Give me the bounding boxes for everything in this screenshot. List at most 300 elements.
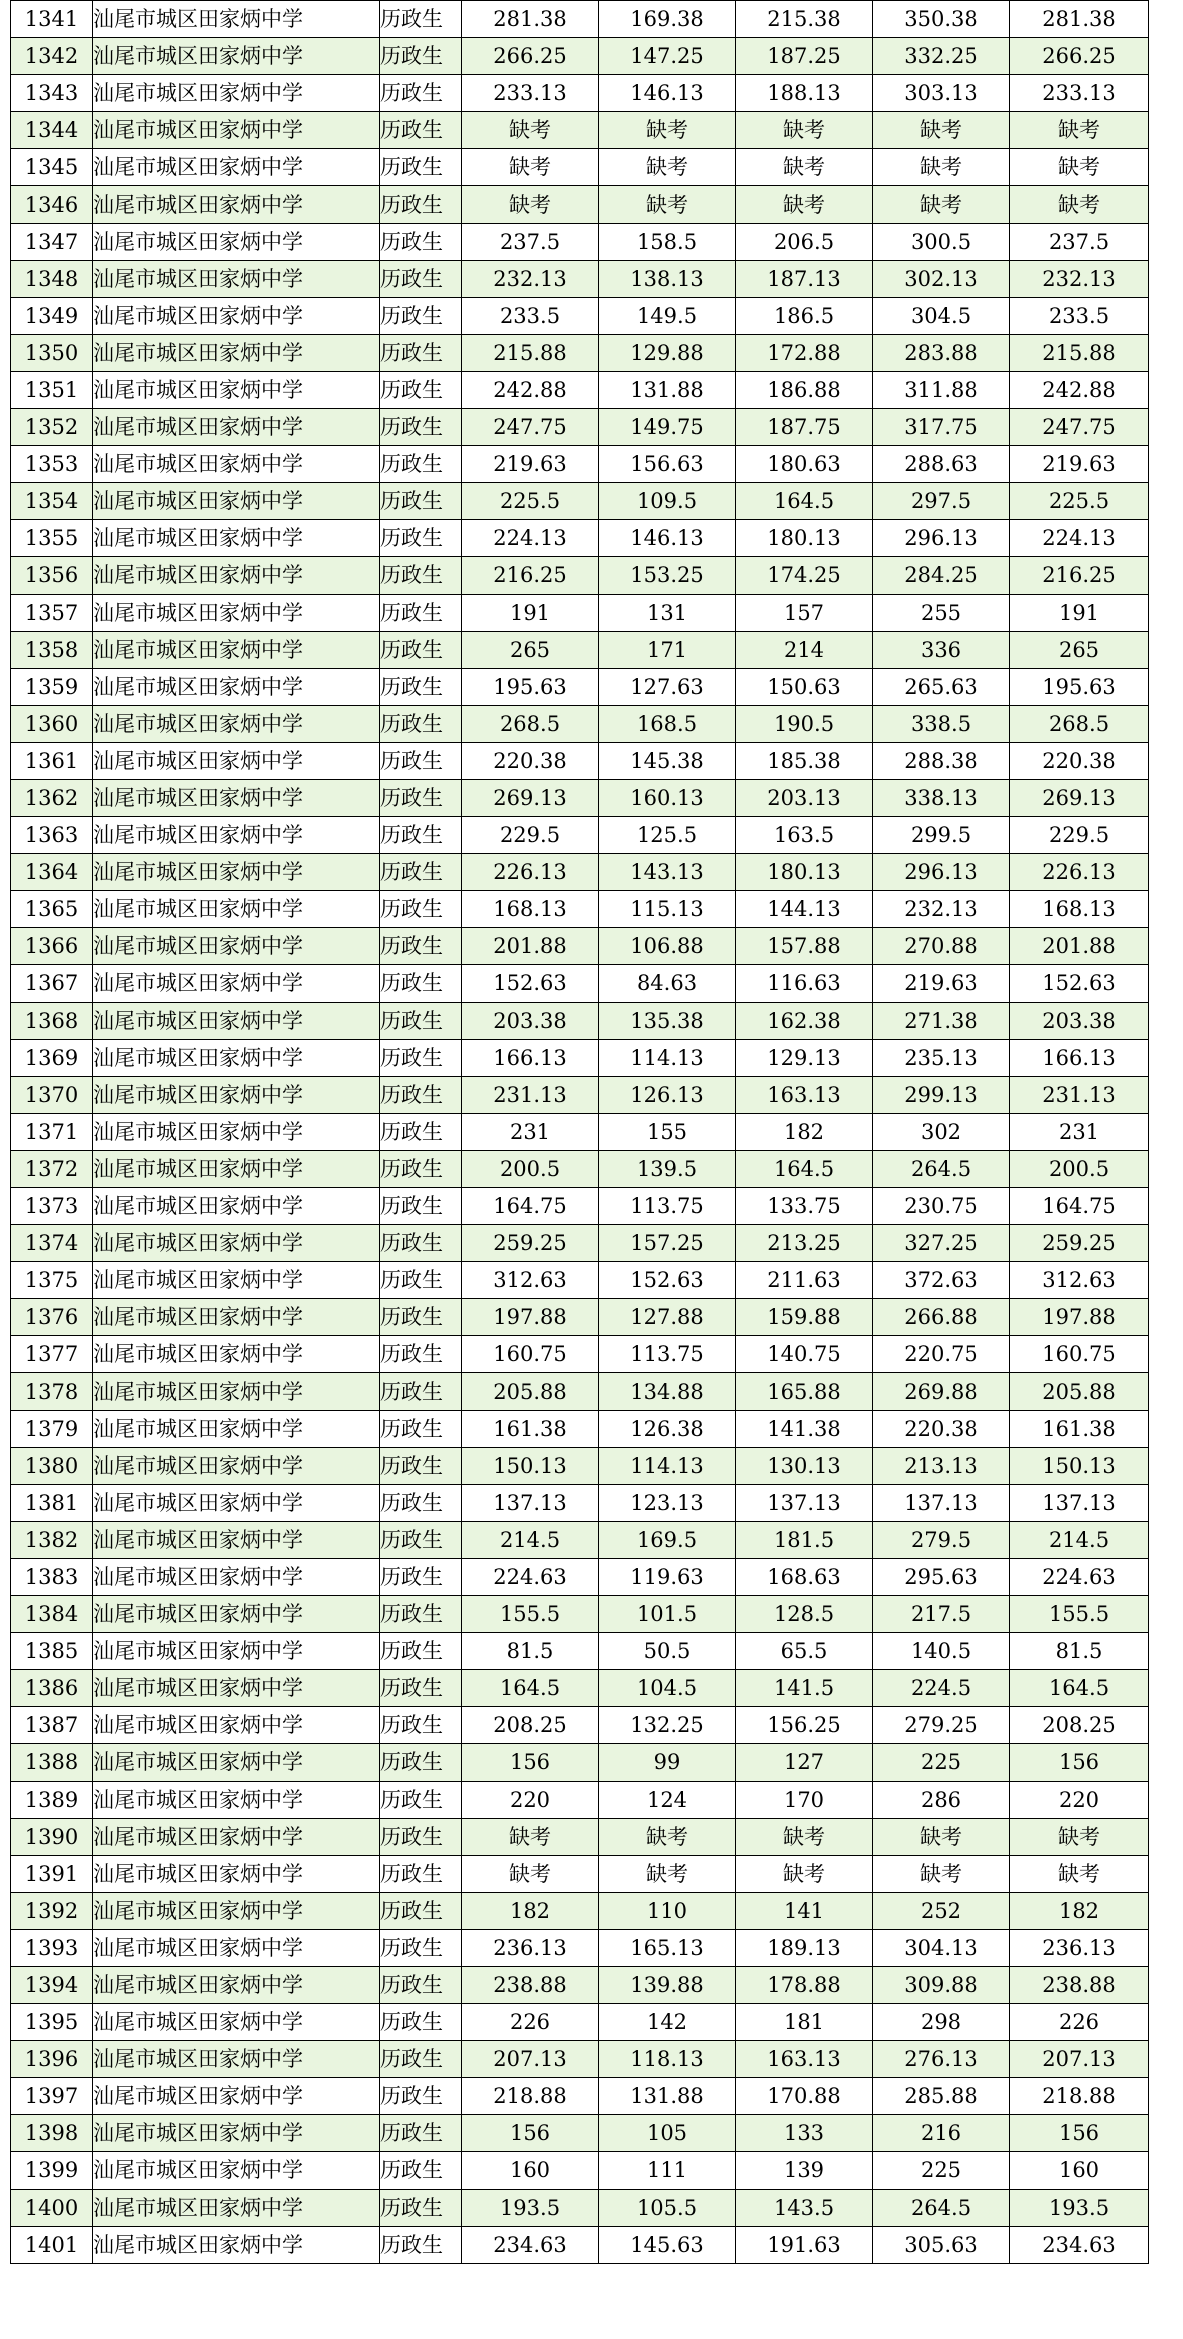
score-cell-2: 138.13 <box>599 260 736 297</box>
school-name-cell: 汕尾市城区田家炳中学 <box>93 149 380 186</box>
score-cell-2: 145.38 <box>599 742 736 779</box>
table-row <box>11 1744 1149 1781</box>
school-name-cell: 汕尾市城区田家炳中学 <box>93 38 380 75</box>
score-cell-2: 171 <box>599 631 736 668</box>
school-name-cell: 汕尾市城区田家炳中学 <box>93 1150 380 1187</box>
score-cell-2: 105 <box>599 2115 736 2152</box>
table-row <box>11 2152 1149 2189</box>
subject-group-cell: 历政生 <box>380 409 462 446</box>
student-id-cell: 1398 <box>11 2115 93 2152</box>
school-name-cell: 汕尾市城区田家炳中学 <box>93 409 380 446</box>
score-cell-1: 156 <box>462 1744 599 1781</box>
score-cell-4: 332.25 <box>873 38 1010 75</box>
school-name-cell: 汕尾市城区田家炳中学 <box>93 2152 380 2189</box>
subject-group-cell: 历政生 <box>380 742 462 779</box>
student-id-cell: 1363 <box>11 817 93 854</box>
student-id-cell: 1399 <box>11 2152 93 2189</box>
score-cell-1: 242.88 <box>462 371 599 408</box>
score-cell-1: 224.13 <box>462 520 599 557</box>
score-cell-5: 269.13 <box>1010 779 1149 816</box>
subject-group-cell: 历政生 <box>380 75 462 112</box>
score-cell-1: 152.63 <box>462 965 599 1002</box>
score-cell-4: 220.75 <box>873 1336 1010 1373</box>
score-cell-5: 156 <box>1010 2115 1149 2152</box>
score-cell-1: 160 <box>462 2152 599 2189</box>
score-cell-3: 187.25 <box>736 38 873 75</box>
score-cell-5: 201.88 <box>1010 928 1149 965</box>
score-cell-5: 81.5 <box>1010 1633 1149 1670</box>
table-row <box>11 149 1149 186</box>
score-cell-1: 197.88 <box>462 1299 599 1336</box>
score-cell-5: 166.13 <box>1010 1039 1149 1076</box>
score-cell-2: 123.13 <box>599 1484 736 1521</box>
score-cell-4: 288.63 <box>873 446 1010 483</box>
score-cell-3: 186.5 <box>736 297 873 334</box>
score-cell-3: 缺考 <box>736 112 873 149</box>
subject-group-cell: 历政生 <box>380 1707 462 1744</box>
score-cell-4: 299.13 <box>873 1076 1010 1113</box>
subject-group-cell: 历政生 <box>380 1929 462 1966</box>
score-cell-5: 220.38 <box>1010 742 1149 779</box>
school-name-cell: 汕尾市城区田家炳中学 <box>93 334 380 371</box>
score-cell-3: 缺考 <box>736 186 873 223</box>
score-cell-1: 236.13 <box>462 1929 599 1966</box>
score-cell-4: 276.13 <box>873 2041 1010 2078</box>
score-cell-1: 231 <box>462 1113 599 1150</box>
score-cell-5: 229.5 <box>1010 817 1149 854</box>
score-cell-2: 126.38 <box>599 1410 736 1447</box>
score-cell-4: 295.63 <box>873 1558 1010 1595</box>
school-name-cell: 汕尾市城区田家炳中学 <box>93 668 380 705</box>
score-cell-4: 271.38 <box>873 1002 1010 1039</box>
score-cell-2: 146.13 <box>599 520 736 557</box>
table-row <box>11 1336 1149 1373</box>
subject-group-cell: 历政生 <box>380 1447 462 1484</box>
score-cell-1: 缺考 <box>462 112 599 149</box>
score-cell-2: 109.5 <box>599 483 736 520</box>
school-name-cell: 汕尾市城区田家炳中学 <box>93 1299 380 1336</box>
score-cell-1: 缺考 <box>462 1855 599 1892</box>
score-cell-3: 163.13 <box>736 1076 873 1113</box>
score-cell-4: 311.88 <box>873 371 1010 408</box>
score-cell-2: 129.88 <box>599 334 736 371</box>
score-cell-2: 142 <box>599 2004 736 2041</box>
score-cell-1: 156 <box>462 2115 599 2152</box>
score-cell-2: 缺考 <box>599 149 736 186</box>
score-cell-3: 139 <box>736 2152 873 2189</box>
subject-group-cell: 历政生 <box>380 1966 462 2003</box>
score-cell-2: 153.25 <box>599 557 736 594</box>
student-id-cell: 1397 <box>11 2078 93 2115</box>
table-row <box>11 1150 1149 1187</box>
score-cell-4: 缺考 <box>873 1855 1010 1892</box>
score-cell-3: 180.13 <box>736 854 873 891</box>
table-row <box>11 2189 1149 2226</box>
table-row <box>11 2115 1149 2152</box>
table-row <box>11 1002 1149 1039</box>
score-cell-2: 145.63 <box>599 2226 736 2263</box>
score-cell-1: 281.38 <box>462 1 599 38</box>
student-id-cell: 1373 <box>11 1188 93 1225</box>
subject-group-cell: 历政生 <box>380 38 462 75</box>
table-row <box>11 817 1149 854</box>
school-name-cell: 汕尾市城区田家炳中学 <box>93 1113 380 1150</box>
score-cell-5: 237.5 <box>1010 223 1149 260</box>
subject-group-cell: 历政生 <box>380 1484 462 1521</box>
score-cell-2: 168.5 <box>599 705 736 742</box>
table-row <box>11 1855 1149 1892</box>
table-row <box>11 112 1149 149</box>
score-cell-1: 226 <box>462 2004 599 2041</box>
score-cell-3: 168.63 <box>736 1558 873 1595</box>
score-cell-4: 265.63 <box>873 668 1010 705</box>
score-cell-5: 182 <box>1010 1892 1149 1929</box>
score-cell-5: 259.25 <box>1010 1225 1149 1262</box>
score-cell-5: 281.38 <box>1010 1 1149 38</box>
score-cell-1: 265 <box>462 631 599 668</box>
score-cell-1: 150.13 <box>462 1447 599 1484</box>
student-id-cell: 1396 <box>11 2041 93 2078</box>
school-name-cell: 汕尾市城区田家炳中学 <box>93 1929 380 1966</box>
subject-group-cell: 历政生 <box>380 1633 462 1670</box>
score-cell-3: 141.38 <box>736 1410 873 1447</box>
score-cell-5: 200.5 <box>1010 1150 1149 1187</box>
score-cell-2: 135.38 <box>599 1002 736 1039</box>
score-cell-3: 157.88 <box>736 928 873 965</box>
score-cell-5: 207.13 <box>1010 2041 1149 2078</box>
student-id-cell: 1342 <box>11 38 93 75</box>
score-cell-5: 191 <box>1010 594 1149 631</box>
student-id-cell: 1359 <box>11 668 93 705</box>
score-cell-3: 116.63 <box>736 965 873 1002</box>
student-id-cell: 1385 <box>11 1633 93 1670</box>
score-cell-5: 312.63 <box>1010 1262 1149 1299</box>
subject-group-cell: 历政生 <box>380 334 462 371</box>
subject-group-cell: 历政生 <box>380 1521 462 1558</box>
score-cell-3: 157 <box>736 594 873 631</box>
table-row <box>11 1076 1149 1113</box>
score-cell-1: 215.88 <box>462 334 599 371</box>
subject-group-cell: 历政生 <box>380 1596 462 1633</box>
score-cell-2: 114.13 <box>599 1039 736 1076</box>
score-cell-5: 155.5 <box>1010 1596 1149 1633</box>
score-cell-5: 缺考 <box>1010 186 1149 223</box>
school-name-cell: 汕尾市城区田家炳中学 <box>93 1484 380 1521</box>
score-cell-2: 146.13 <box>599 75 736 112</box>
subject-group-cell: 历政生 <box>380 2152 462 2189</box>
score-cell-1: 193.5 <box>462 2189 599 2226</box>
student-id-cell: 1388 <box>11 1744 93 1781</box>
score-cell-2: 158.5 <box>599 223 736 260</box>
school-name-cell: 汕尾市城区田家炳中学 <box>93 1225 380 1262</box>
school-name-cell: 汕尾市城区田家炳中学 <box>93 1633 380 1670</box>
student-id-cell: 1345 <box>11 149 93 186</box>
table-row <box>11 1373 1149 1410</box>
score-cell-4: 283.88 <box>873 334 1010 371</box>
score-cell-2: 50.5 <box>599 1633 736 1670</box>
student-id-cell: 1349 <box>11 297 93 334</box>
subject-group-cell: 历政生 <box>380 1373 462 1410</box>
score-cell-3: 129.13 <box>736 1039 873 1076</box>
subject-group-cell: 历政生 <box>380 2004 462 2041</box>
score-cell-1: 312.63 <box>462 1262 599 1299</box>
score-cell-3: 203.13 <box>736 779 873 816</box>
school-name-cell: 汕尾市城区田家炳中学 <box>93 1521 380 1558</box>
table-row <box>11 1633 1149 1670</box>
student-id-cell: 1341 <box>11 1 93 38</box>
student-id-cell: 1367 <box>11 965 93 1002</box>
score-cell-1: 226.13 <box>462 854 599 891</box>
subject-group-cell: 历政生 <box>380 2078 462 2115</box>
subject-group-cell: 历政生 <box>380 1 462 38</box>
score-cell-3: 172.88 <box>736 334 873 371</box>
school-name-cell: 汕尾市城区田家炳中学 <box>93 705 380 742</box>
score-cell-5: 232.13 <box>1010 260 1149 297</box>
score-cell-3: 180.63 <box>736 446 873 483</box>
student-id-cell: 1384 <box>11 1596 93 1633</box>
student-id-cell: 1380 <box>11 1447 93 1484</box>
school-name-cell: 汕尾市城区田家炳中学 <box>93 1410 380 1447</box>
table-row <box>11 38 1149 75</box>
score-cell-3: 163.13 <box>736 2041 873 2078</box>
score-cell-2: 缺考 <box>599 1855 736 1892</box>
subject-group-cell: 历政生 <box>380 1336 462 1373</box>
score-cell-5: 150.13 <box>1010 1447 1149 1484</box>
score-cell-3: 127 <box>736 1744 873 1781</box>
score-cell-3: 140.75 <box>736 1336 873 1373</box>
score-cell-2: 111 <box>599 2152 736 2189</box>
table-row <box>11 1707 1149 1744</box>
table-row <box>11 1781 1149 1818</box>
score-cell-1: 160.75 <box>462 1336 599 1373</box>
school-name-cell: 汕尾市城区田家炳中学 <box>93 1039 380 1076</box>
student-id-cell: 1355 <box>11 520 93 557</box>
score-cell-4: 296.13 <box>873 854 1010 891</box>
student-id-cell: 1377 <box>11 1336 93 1373</box>
score-cell-2: 139.5 <box>599 1150 736 1187</box>
table-row <box>11 1596 1149 1633</box>
score-cell-1: 缺考 <box>462 186 599 223</box>
score-cell-5: 缺考 <box>1010 1855 1149 1892</box>
score-cell-1: 214.5 <box>462 1521 599 1558</box>
student-id-cell: 1390 <box>11 1818 93 1855</box>
score-cell-5: 197.88 <box>1010 1299 1149 1336</box>
score-cell-5: 缺考 <box>1010 149 1149 186</box>
subject-group-cell: 历政生 <box>380 112 462 149</box>
score-cell-5: 233.13 <box>1010 75 1149 112</box>
score-cell-1: 216.25 <box>462 557 599 594</box>
score-cell-1: 269.13 <box>462 779 599 816</box>
score-cell-1: 207.13 <box>462 2041 599 2078</box>
score-cell-2: 124 <box>599 1781 736 1818</box>
table-row <box>11 1892 1149 1929</box>
student-id-cell: 1370 <box>11 1076 93 1113</box>
score-cell-4: 327.25 <box>873 1225 1010 1262</box>
student-id-cell: 1364 <box>11 854 93 891</box>
score-cell-5: 161.38 <box>1010 1410 1149 1447</box>
score-cell-1: 224.63 <box>462 1558 599 1595</box>
score-cell-2: 157.25 <box>599 1225 736 1262</box>
table-row <box>11 334 1149 371</box>
subject-group-cell: 历政生 <box>380 2189 462 2226</box>
score-cell-2: 118.13 <box>599 2041 736 2078</box>
score-cell-5: 156 <box>1010 1744 1149 1781</box>
score-cell-4: 269.88 <box>873 1373 1010 1410</box>
score-cell-1: 247.75 <box>462 409 599 446</box>
school-name-cell: 汕尾市城区田家炳中学 <box>93 742 380 779</box>
table-row <box>11 260 1149 297</box>
school-name-cell: 汕尾市城区田家炳中学 <box>93 1002 380 1039</box>
score-cell-4: 372.63 <box>873 1262 1010 1299</box>
score-cell-5: 238.88 <box>1010 1966 1149 2003</box>
score-cell-2: 149.75 <box>599 409 736 446</box>
score-cell-5: 193.5 <box>1010 2189 1149 2226</box>
school-name-cell: 汕尾市城区田家炳中学 <box>93 1781 380 1818</box>
score-cell-5: 247.75 <box>1010 409 1149 446</box>
score-cell-2: 131 <box>599 594 736 631</box>
score-cell-3: 170.88 <box>736 2078 873 2115</box>
score-cell-5: 195.63 <box>1010 668 1149 705</box>
school-name-cell: 汕尾市城区田家炳中学 <box>93 854 380 891</box>
table-row <box>11 446 1149 483</box>
score-cell-4: 279.5 <box>873 1521 1010 1558</box>
score-cell-2: 105.5 <box>599 2189 736 2226</box>
score-cell-1: 缺考 <box>462 149 599 186</box>
score-cell-1: 182 <box>462 1892 599 1929</box>
score-cell-5: 225.5 <box>1010 483 1149 520</box>
score-cell-3: 165.88 <box>736 1373 873 1410</box>
subject-group-cell: 历政生 <box>380 1150 462 1187</box>
score-cell-1: 218.88 <box>462 2078 599 2115</box>
score-cell-5: 203.38 <box>1010 1002 1149 1039</box>
score-cell-2: 152.63 <box>599 1262 736 1299</box>
score-cell-2: 125.5 <box>599 817 736 854</box>
score-cell-4: 299.5 <box>873 817 1010 854</box>
score-cell-3: 缺考 <box>736 149 873 186</box>
score-cell-3: 180.13 <box>736 520 873 557</box>
school-name-cell: 汕尾市城区田家炳中学 <box>93 297 380 334</box>
score-cell-5: 缺考 <box>1010 112 1149 149</box>
school-name-cell: 汕尾市城区田家炳中学 <box>93 1336 380 1373</box>
score-cell-4: 264.5 <box>873 1150 1010 1187</box>
table-row <box>11 557 1149 594</box>
table-row <box>11 705 1149 742</box>
student-id-cell: 1361 <box>11 742 93 779</box>
student-id-cell: 1389 <box>11 1781 93 1818</box>
subject-group-cell: 历政生 <box>380 965 462 1002</box>
student-id-cell: 1372 <box>11 1150 93 1187</box>
score-cell-5: 242.88 <box>1010 371 1149 408</box>
table-row <box>11 965 1149 1002</box>
score-cell-3: 187.75 <box>736 409 873 446</box>
student-id-cell: 1353 <box>11 446 93 483</box>
score-cell-1: 232.13 <box>462 260 599 297</box>
score-cell-2: 169.5 <box>599 1521 736 1558</box>
table-row <box>11 742 1149 779</box>
score-cell-1: 219.63 <box>462 446 599 483</box>
school-name-cell: 汕尾市城区田家炳中学 <box>93 1855 380 1892</box>
school-name-cell: 汕尾市城区田家炳中学 <box>93 1447 380 1484</box>
score-cell-2: 134.88 <box>599 1373 736 1410</box>
score-cell-2: 139.88 <box>599 1966 736 2003</box>
score-cell-4: 270.88 <box>873 928 1010 965</box>
score-cell-1: 161.38 <box>462 1410 599 1447</box>
score-cell-4: 216 <box>873 2115 1010 2152</box>
score-cell-3: 186.88 <box>736 371 873 408</box>
student-id-cell: 1347 <box>11 223 93 260</box>
score-cell-1: 233.5 <box>462 297 599 334</box>
table-row <box>11 854 1149 891</box>
score-cell-2: 113.75 <box>599 1336 736 1373</box>
table-row <box>11 1447 1149 1484</box>
score-cell-2: 131.88 <box>599 371 736 408</box>
score-cell-1: 205.88 <box>462 1373 599 1410</box>
school-name-cell: 汕尾市城区田家炳中学 <box>93 1707 380 1744</box>
table-row <box>11 1410 1149 1447</box>
subject-group-cell: 历政生 <box>380 1262 462 1299</box>
score-cell-3: 182 <box>736 1113 873 1150</box>
score-cell-2: 缺考 <box>599 1818 736 1855</box>
subject-group-cell: 历政生 <box>380 446 462 483</box>
table-row <box>11 297 1149 334</box>
student-id-cell: 1352 <box>11 409 93 446</box>
score-cell-4: 296.13 <box>873 520 1010 557</box>
subject-group-cell: 历政生 <box>380 186 462 223</box>
student-id-cell: 1354 <box>11 483 93 520</box>
score-cell-3: 137.13 <box>736 1484 873 1521</box>
table-row <box>11 1966 1149 2003</box>
subject-group-cell: 历政生 <box>380 2115 462 2152</box>
table-row <box>11 371 1149 408</box>
score-cell-4: 230.75 <box>873 1188 1010 1225</box>
subject-group-cell: 历政生 <box>380 1299 462 1336</box>
score-cell-4: 219.63 <box>873 965 1010 1002</box>
subject-group-cell: 历政生 <box>380 483 462 520</box>
score-cell-4: 缺考 <box>873 1818 1010 1855</box>
table-row <box>11 631 1149 668</box>
student-id-cell: 1387 <box>11 1707 93 1744</box>
student-id-cell: 1357 <box>11 594 93 631</box>
score-cell-4: 225 <box>873 2152 1010 2189</box>
score-cell-5: 224.13 <box>1010 520 1149 557</box>
score-cell-4: 255 <box>873 594 1010 631</box>
school-name-cell: 汕尾市城区田家炳中学 <box>93 1558 380 1595</box>
score-cell-3: 缺考 <box>736 1818 873 1855</box>
subject-group-cell: 历政生 <box>380 1892 462 1929</box>
table-row <box>11 409 1149 446</box>
score-cell-3: 164.5 <box>736 483 873 520</box>
school-name-cell: 汕尾市城区田家炳中学 <box>93 2226 380 2263</box>
table-row <box>11 1818 1149 1855</box>
score-cell-5: 164.5 <box>1010 1670 1149 1707</box>
score-cell-3: 214 <box>736 631 873 668</box>
subject-group-cell: 历政生 <box>380 2226 462 2263</box>
student-id-cell: 1392 <box>11 1892 93 1929</box>
student-id-cell: 1365 <box>11 891 93 928</box>
score-cell-3: 缺考 <box>736 1855 873 1892</box>
score-cell-4: 279.25 <box>873 1707 1010 1744</box>
score-cell-4: 217.5 <box>873 1596 1010 1633</box>
table-row <box>11 668 1149 705</box>
student-id-cell: 1343 <box>11 75 93 112</box>
score-cell-3: 141.5 <box>736 1670 873 1707</box>
score-cell-5: 265 <box>1010 631 1149 668</box>
score-cell-3: 188.13 <box>736 75 873 112</box>
subject-group-cell: 历政生 <box>380 1113 462 1150</box>
student-id-cell: 1371 <box>11 1113 93 1150</box>
school-name-cell: 汕尾市城区田家炳中学 <box>93 1818 380 1855</box>
score-cell-4: 235.13 <box>873 1039 1010 1076</box>
